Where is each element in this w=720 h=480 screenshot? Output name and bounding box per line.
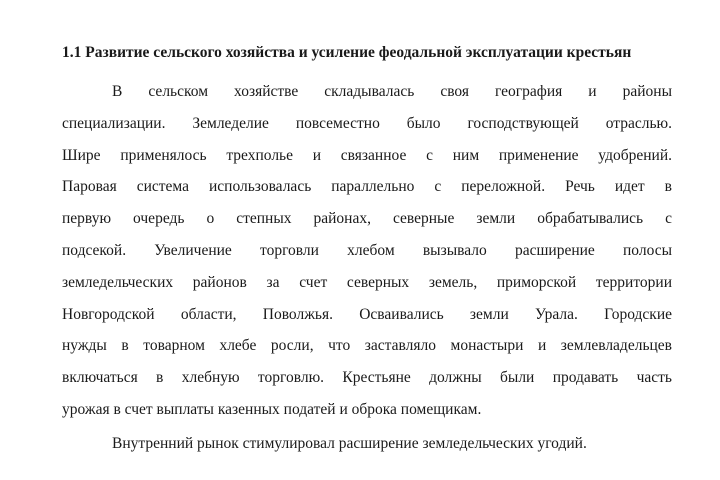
paragraph-1 <box>62 76 672 426</box>
paragraph-line: земледельческих районов за счет северных земель, приморской территории <box>62 273 672 291</box>
paragraph-line: Шире применялось трехполье и связанное с ним применение удобрений. <box>62 146 672 164</box>
paragraph-line: специализации. Земледелие повсеместно было господствующей отраслью. <box>62 114 672 132</box>
paragraph-line: урожая в счет выплаты казенных податей и оброка помещикам. <box>62 400 482 418</box>
section-heading: 1.1 Развитие сельского хозяйства и усиление феодальной эксплуатации крестьян <box>62 44 632 61</box>
paragraph-line: нужды в товарном хлебе росли, что заставляло монастыри и землевладельцев <box>62 337 672 355</box>
paragraph-line: первую очередь о степных районах, северные земли обрабатывались с <box>62 210 672 228</box>
paragraph-2 <box>62 428 672 460</box>
paragraph-line: Новгородской области, Поволжья. Осваивались земли Урала. Городские <box>62 305 672 323</box>
paragraph-line: Паровая система использовалась параллельно с переложной. Речь идет в <box>62 178 672 196</box>
paragraph-line: включаться в хлебную торговлю. Крестьяне должны были продавать часть <box>62 369 672 387</box>
paragraph-line: В сельском хозяйстве складывалась своя география и районы <box>112 83 672 100</box>
document-page <box>62 43 672 460</box>
paragraph-line: подсекой. Увеличение торговли хлебом вызывало расширение полосы <box>62 241 672 259</box>
paragraph-line: Внутренний рынок стимулировал расширение земледельческих угодий. <box>112 434 587 452</box>
